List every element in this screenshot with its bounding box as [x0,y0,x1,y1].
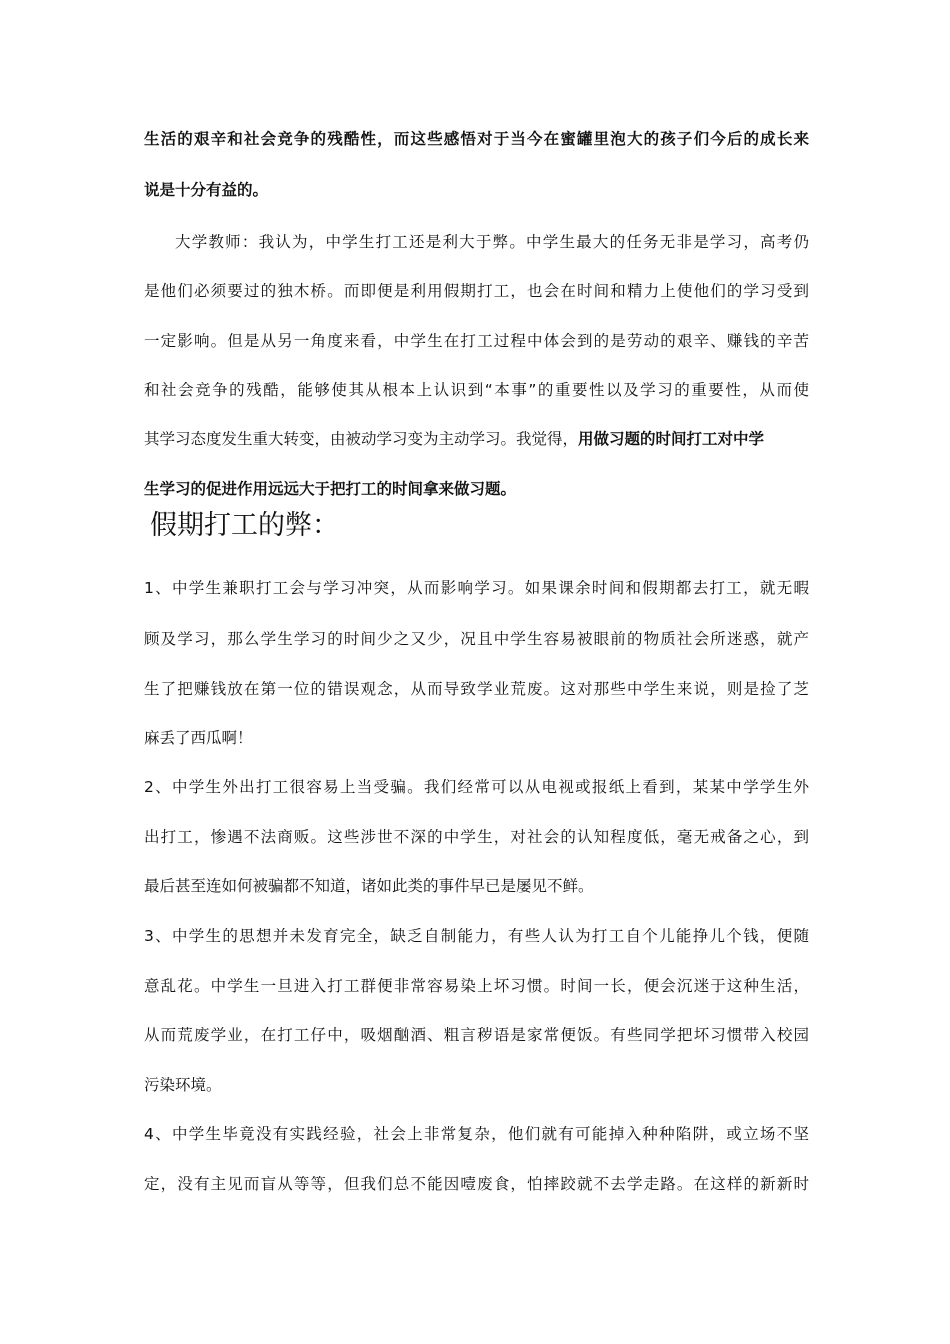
cons-p3-line-4: 污染环境。 [144,1076,222,1094]
cons-p2-line-2: 出打工，惨遇不法商贩。这些涉世不深的中学生，对社会的认知程度低，毫无戒备之心，到 [144,828,809,846]
cons-p2-line-1: 2、中学生外出打工很容易上当受骗。我们经常可以从电视或报纸上看到，某某中学学生外 [144,778,809,796]
cons-p2-line-3: 最后甚至连如何被骗都不知道，诸如此类的事件早已是屡见不鲜。 [144,877,594,895]
teacher-line-2: 是他们必须要过的独木桥。而即便是利用假期打工，也会在时间和精力上使他们的学习受到 [144,282,809,300]
teacher-line-4: 和社会竞争的残酷，能够使其从根本上认识到“本事”的重要性以及学习的重要性，从而使 [144,381,809,399]
cons-p4-line-2: 定，没有主见而盲从等等，但我们总不能因噎废食，怕摔跤就不去学走路。在这样的新新时 [144,1175,809,1193]
cons-p1-line-4: 麻丢了西瓜啊！ [144,729,253,747]
intro-line-2: 说是十分有益的。 [144,181,269,199]
teacher-line-1: 大学教师：我认为，中学生打工还是利大于弊。中学生最大的任务无非是学习，高考仍 [175,233,809,251]
cons-p3-line-2: 意乱花。中学生一旦进入打工群便非常容易染上坏习惯。时间一长，便会沉迷于这种生活， [144,977,809,995]
cons-p4-line-1: 4、中学生毕竟没有实践经验，社会上非常复杂，他们就有可能掉入种种陷阱，或立场不坚 [144,1125,809,1143]
teacher-line-5 [144,427,809,451]
cons-p3-line-3: 从而荒废学业，在打工仔中，吸烟酗酒、粗言秽语是家常便饭。有些同学把坏习惯带入校园 [144,1026,809,1044]
cons-p1-line-1: 1、中学生兼职打工会与学习冲突，从而影响学习。如果课余时间和假期都去打工，就无暇 [144,579,809,597]
cons-p1-line-2: 顾及学习，那么学生学习的时间少之又少，况且中学生容易被眼前的物质社会所迷惑，就产 [144,630,809,648]
cons-p3-line-1: 3、中学生的思想并未发育完全，缺乏自制能力，有些人认为打工自个儿能挣儿个钱，便随 [144,927,809,945]
teacher-emphasis-start: 用做习题的时间打工对中学 [578,430,764,451]
teacher-line-5-plain: 其学习态度发生重大转变，由被动学习变为主动学习。我觉得， [144,430,579,448]
cons-heading: 假期打工的弊： [150,510,339,541]
cons-p1-line-3: 生了把赚钱放在第一位的错误观念，从而导致学业荒废。这对那些中学生来说，则是捡了芝 [144,680,809,698]
teacher-emphasis-end: 生学习的促进作用远远大于把打工的时间拿来做习题。 [144,480,526,501]
teacher-line-6 [144,477,809,501]
intro-line-1: 生活的艰辛和社会竞争的残酷性，而这些感悟对于当今在蜜罐里泡大的孩子们今后的成长来 [144,130,809,148]
teacher-line-3: 一定影响。但是从另一角度来看，中学生在打工过程中体会到的是劳动的艰辛、赚钱的辛苦 [144,332,809,350]
